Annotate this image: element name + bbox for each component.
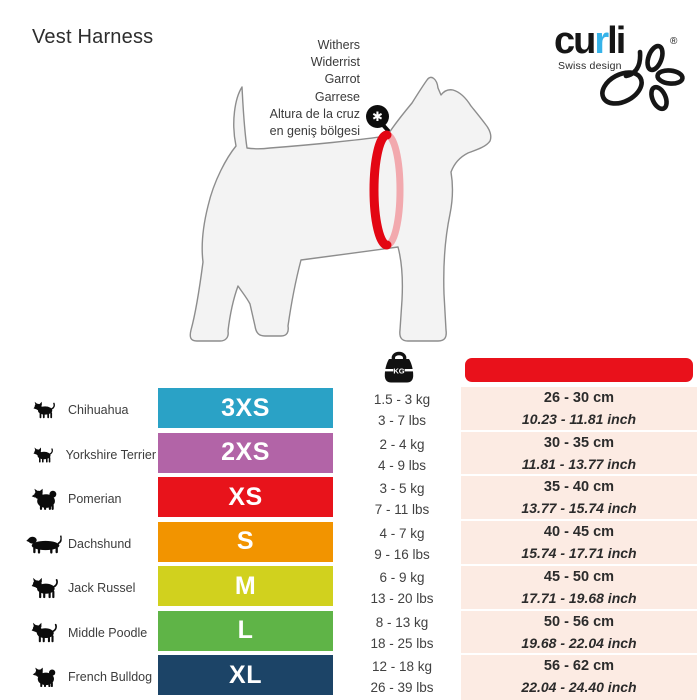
middle-poodle-icon xyxy=(24,622,64,643)
label-withers: Withers xyxy=(317,38,360,52)
brand-cu: cu xyxy=(554,20,595,62)
label-garrot: Garrot xyxy=(324,72,360,87)
size-column xyxy=(158,388,333,700)
weight-kg: 2 - 4 kg xyxy=(379,436,425,452)
measure-header-bar xyxy=(465,358,693,382)
dog-silhouette xyxy=(190,77,491,341)
breed-label: French Bulldog xyxy=(68,670,153,685)
brand-logo xyxy=(552,14,698,118)
breed-label: Jack Russel xyxy=(68,581,136,596)
weight-row xyxy=(345,611,459,656)
asterisk-glyph: ✱ xyxy=(372,109,383,124)
kg-label: KG xyxy=(393,366,405,376)
breed-label: Dachshund xyxy=(68,536,132,551)
weight-row xyxy=(345,522,459,567)
weight-kg: 1.5 - 3 kg xyxy=(373,392,431,407)
measure-row xyxy=(461,476,697,521)
measure-cm: 40 - 45 cm xyxy=(543,524,615,541)
page-title: Vest Harness xyxy=(32,26,154,48)
label-garrese: Garrese xyxy=(314,89,360,104)
size-bar-xl: XL xyxy=(158,655,333,695)
size-bar-l: L xyxy=(158,611,333,651)
breed-column xyxy=(24,388,156,700)
breed-row xyxy=(24,388,156,433)
size-bar-3xs: 3XS xyxy=(158,388,333,428)
breed-label: Chihuahua xyxy=(68,403,129,418)
measure-row xyxy=(461,611,697,656)
breed-row xyxy=(24,522,156,567)
chihuahua-icon xyxy=(24,401,64,419)
breed-label: Middle Poodle xyxy=(68,625,148,640)
registered-mark: ® xyxy=(670,36,678,47)
breed-row xyxy=(24,566,156,611)
brand-li: li xyxy=(607,20,625,62)
measure-row xyxy=(461,521,697,566)
dog-illustration xyxy=(180,70,510,360)
measure-row xyxy=(461,566,697,611)
measure-inch: 22.04 - 24.40 inch xyxy=(521,679,637,696)
weight-column xyxy=(345,388,459,700)
measure-row xyxy=(461,432,697,477)
measure-inch: 17.71 - 19.68 inch xyxy=(521,589,637,606)
measure-row xyxy=(461,387,697,432)
weight-lbs: 9 - 16 lbs xyxy=(374,546,430,562)
weight-row xyxy=(345,477,459,522)
weight-kg: 6 - 9 kg xyxy=(379,570,425,585)
weight-row xyxy=(345,433,459,478)
measure-cm: 35 - 40 cm xyxy=(543,479,615,496)
measure-row xyxy=(461,655,697,700)
weight-lbs: 7 - 11 lbs xyxy=(374,502,430,517)
jack-russel-icon xyxy=(24,577,64,599)
breed-row xyxy=(24,611,156,656)
brand-name xyxy=(554,20,624,63)
measure-inch: 13.77 - 15.74 inch xyxy=(521,500,637,517)
measure-cm: 30 - 35 cm xyxy=(543,434,615,451)
breed-row xyxy=(24,655,156,700)
measure-cm: 50 - 56 cm xyxy=(543,613,615,630)
weight-kg: 12 - 18 kg xyxy=(371,659,433,674)
size-bar-2xs: 2XS xyxy=(158,433,333,473)
measure-inch: 19.68 - 22.04 inch xyxy=(521,634,637,651)
measure-inch: 10.23 - 11.81 inch xyxy=(521,411,637,427)
weight-kg: 8 - 13 kg xyxy=(375,614,429,630)
breed-row xyxy=(24,433,156,478)
yorkshire-terrier-icon xyxy=(24,447,62,463)
breed-label: Pomerian xyxy=(68,492,122,507)
measure-inch: 15.74 - 17.71 inch xyxy=(521,545,637,562)
weight-lbs: 3 - 7 lbs xyxy=(377,413,427,428)
weight-lbs: 18 - 25 lbs xyxy=(370,635,434,651)
weight-lbs: 13 - 20 lbs xyxy=(370,591,434,606)
weight-row xyxy=(345,566,459,611)
weight-row xyxy=(345,655,459,700)
label-altura: Altura de la cruz xyxy=(269,106,360,121)
kg-weight-icon xyxy=(381,349,417,387)
size-bar-m: M xyxy=(158,566,333,606)
measure-cm: 26 - 30 cm xyxy=(543,390,615,406)
dachshund-icon xyxy=(24,534,64,554)
measure-inch: 11.81 - 13.77 inch xyxy=(521,455,637,472)
brand-r: r xyxy=(594,20,608,62)
size-bar-xs: XS xyxy=(158,477,333,517)
weight-row xyxy=(345,388,459,433)
weight-lbs: 4 - 9 lbs xyxy=(377,457,427,473)
pomerian-icon xyxy=(24,488,64,510)
weight-kg: 4 - 7 kg xyxy=(379,525,425,541)
measure-column xyxy=(461,387,697,700)
french-bulldog-icon xyxy=(24,667,64,687)
label-genis: en geniş bölgesi xyxy=(269,124,360,139)
size-bar-s: S xyxy=(158,522,333,562)
breed-row xyxy=(24,477,156,522)
measure-cm: 45 - 50 cm xyxy=(543,568,615,585)
measure-cm: 56 - 62 cm xyxy=(543,658,615,675)
brand-tagline: Swiss design xyxy=(558,60,622,72)
breed-label: Yorkshire Terrier xyxy=(65,447,156,462)
label-widerrist: Widerrist xyxy=(310,55,360,70)
weight-lbs: 26 - 39 lbs xyxy=(370,680,434,695)
weight-kg: 3 - 5 kg xyxy=(379,481,425,496)
